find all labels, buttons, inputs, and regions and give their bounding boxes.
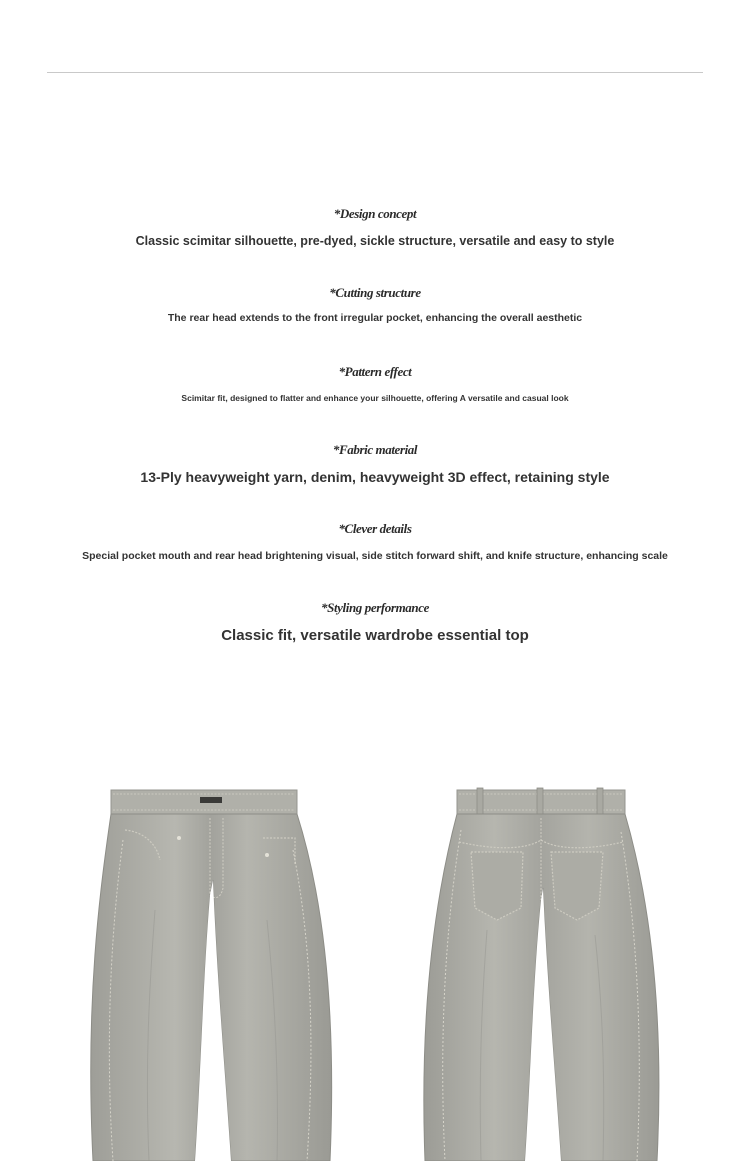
section-text: The rear head extends to the front irregular pocket, enhancing the overall aesthetic	[167, 312, 583, 324]
section-text: Scimitar fit, designed to flatter and enhance your silhouette, offering A versatile and casual look	[181, 393, 569, 403]
jeans-back-photo	[375, 770, 705, 1161]
top-divider	[47, 72, 703, 73]
section-title: *Clever details	[338, 521, 412, 536]
section-text: Classic scimitar silhouette, pre-dyed, sickle structure, versatile and easy to style	[135, 234, 615, 248]
jeans-front-photo	[45, 770, 375, 1161]
section-text: 13-Ply heavyweight yarn, denim, heavyweight 3D effect, retaining style	[140, 469, 610, 485]
section-title: *Fabric material	[332, 442, 418, 457]
section-text: Special pocket mouth and rear head brightening visual, side stitch forward shift, and knife structure, enhancing scale	[82, 550, 668, 562]
section-text: Classic fit, versatile wardrobe essential top	[221, 627, 529, 644]
section-title: *Design concept	[333, 206, 417, 221]
section-title: *Pattern effect	[338, 364, 412, 379]
section-title: *Styling performance	[321, 600, 429, 615]
section-title: *Cutting structure	[329, 285, 421, 300]
